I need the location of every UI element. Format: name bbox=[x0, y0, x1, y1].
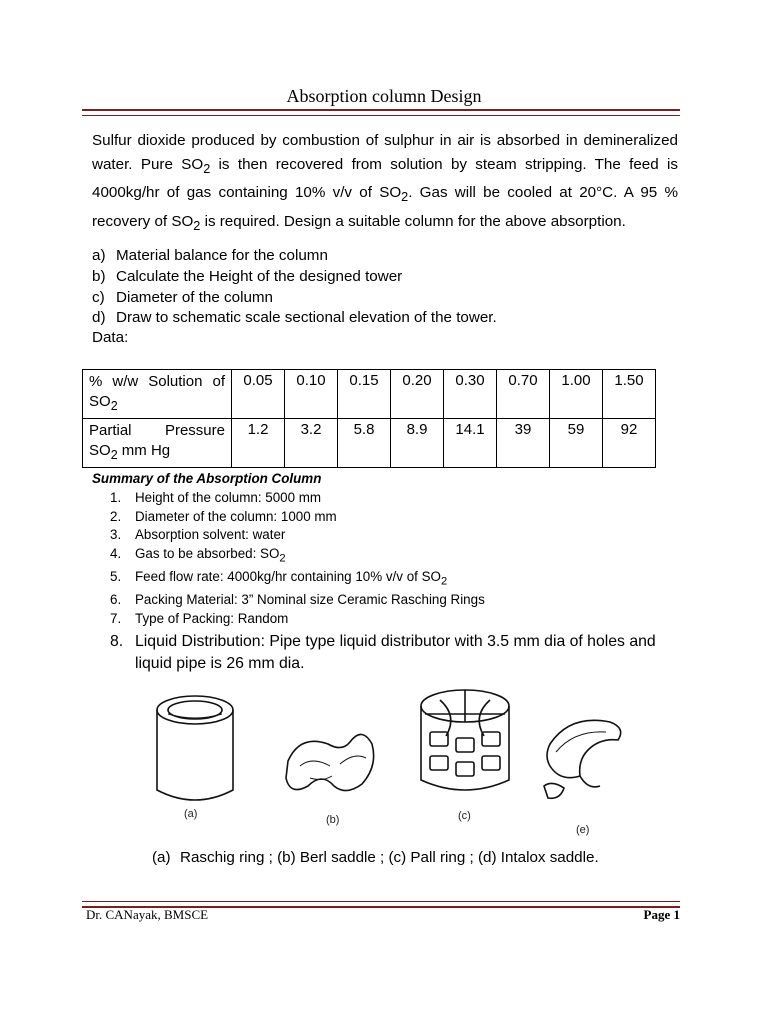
list-item: 3. Absorption solvent: water bbox=[110, 527, 286, 543]
header-rule bbox=[82, 109, 680, 116]
table-cell: 0.15 bbox=[338, 370, 391, 419]
table-cell: 39 bbox=[497, 419, 550, 468]
raschig-ring-drawing bbox=[157, 696, 233, 800]
table-cell: 14.1 bbox=[444, 419, 497, 468]
table-cell: 0.10 bbox=[285, 370, 338, 419]
figure-caption: (a) Raschig ring ; (b) Berl saddle ; (c) Pall ring ; (d) Intalox saddle. bbox=[152, 849, 599, 866]
problem-statement: Sulfur dioxide produced by combustion of sulphur in air is absorbed in demineralized water. Pure $SO_2$ is then recovered from solution by steam stripping. The feed is 4000kg/hr of gas containing 10% v/v of $SO_2$. Gas will be cooled at 20°C. A 95 % recovery of $SO_2$ is required. Design a suitable column for the above absorption. bbox=[92, 132, 678, 233]
figure-label-b: (b) bbox=[326, 814, 340, 826]
summary-list bbox=[110, 489, 680, 675]
page-number: Page 1 bbox=[643, 907, 680, 922]
table-cell: 1.2 bbox=[232, 419, 285, 468]
pall-ring-drawing bbox=[421, 690, 509, 790]
figure-label-c: (c) bbox=[458, 810, 471, 822]
table-cell: 59 bbox=[550, 419, 603, 468]
list-item: 1. Height of the column: 5000 mm bbox=[110, 490, 322, 505]
data-label: Data: bbox=[92, 329, 129, 346]
table-cell: 0.05 bbox=[232, 370, 285, 419]
figure-label-a: (a) bbox=[184, 808, 198, 820]
task-item: b) Calculate the Height of the designed tower bbox=[92, 267, 403, 285]
row-header-solution: % w/w Solution of $SO_2$ bbox=[83, 370, 232, 419]
berl-saddle-drawing bbox=[286, 734, 374, 790]
task-list bbox=[92, 246, 678, 329]
table-cell: 1.50 bbox=[603, 370, 656, 419]
equilibrium-data-table bbox=[82, 369, 656, 468]
task-item: c) Diameter of the column bbox=[92, 288, 274, 306]
task-item: a) Material balance for the column bbox=[92, 247, 328, 264]
figure-label-e: (e) bbox=[576, 824, 590, 836]
list-item: 8. Liquid Distribution: Pipe type liquid distributor with 3.5 mm dia of holes and liquid pipe is 26 mm dia. bbox=[110, 632, 656, 672]
list-item: 4. Gas to be absorbed: $SO_2$ bbox=[110, 545, 286, 565]
list-item: 2. Diameter of the column: 1000 mm bbox=[110, 508, 337, 524]
packing-types-figure bbox=[140, 686, 660, 836]
table-cell: 1.00 bbox=[550, 370, 603, 419]
footer-author: Dr. CANayak, BMSCE bbox=[86, 907, 209, 922]
table-cell: 8.9 bbox=[391, 419, 444, 468]
list-item: 5. Feed flow rate: 4000kg/hr containing 10% v/v of $SO_2$ bbox=[110, 569, 448, 588]
table-cell: 5.8 bbox=[338, 419, 391, 468]
table-cell: 0.70 bbox=[497, 370, 550, 419]
table-cell: 3.2 bbox=[285, 419, 338, 468]
list-item: 6. Packing Material: 3” Nominal size Ceramic Rasching Rings bbox=[110, 592, 485, 608]
table-row bbox=[83, 370, 656, 419]
table-row bbox=[83, 419, 656, 468]
table-cell: 0.20 bbox=[391, 370, 444, 419]
packing-illustration bbox=[140, 686, 660, 836]
task-item: d) Draw to schematic scale sectional elevation of the tower. bbox=[92, 309, 497, 327]
table-cell: 92 bbox=[603, 419, 656, 468]
intalox-saddle-drawing bbox=[544, 720, 621, 798]
page-title: Absorption column Design bbox=[286, 86, 482, 106]
list-item: 7. Type of Packing: Random bbox=[110, 610, 289, 626]
summary-heading: Summary of the Absorption Column bbox=[92, 471, 322, 486]
table-cell: 0.30 bbox=[444, 370, 497, 419]
row-header-pressure: Partial Pressure $SO_2$ mm Hg bbox=[83, 419, 232, 468]
